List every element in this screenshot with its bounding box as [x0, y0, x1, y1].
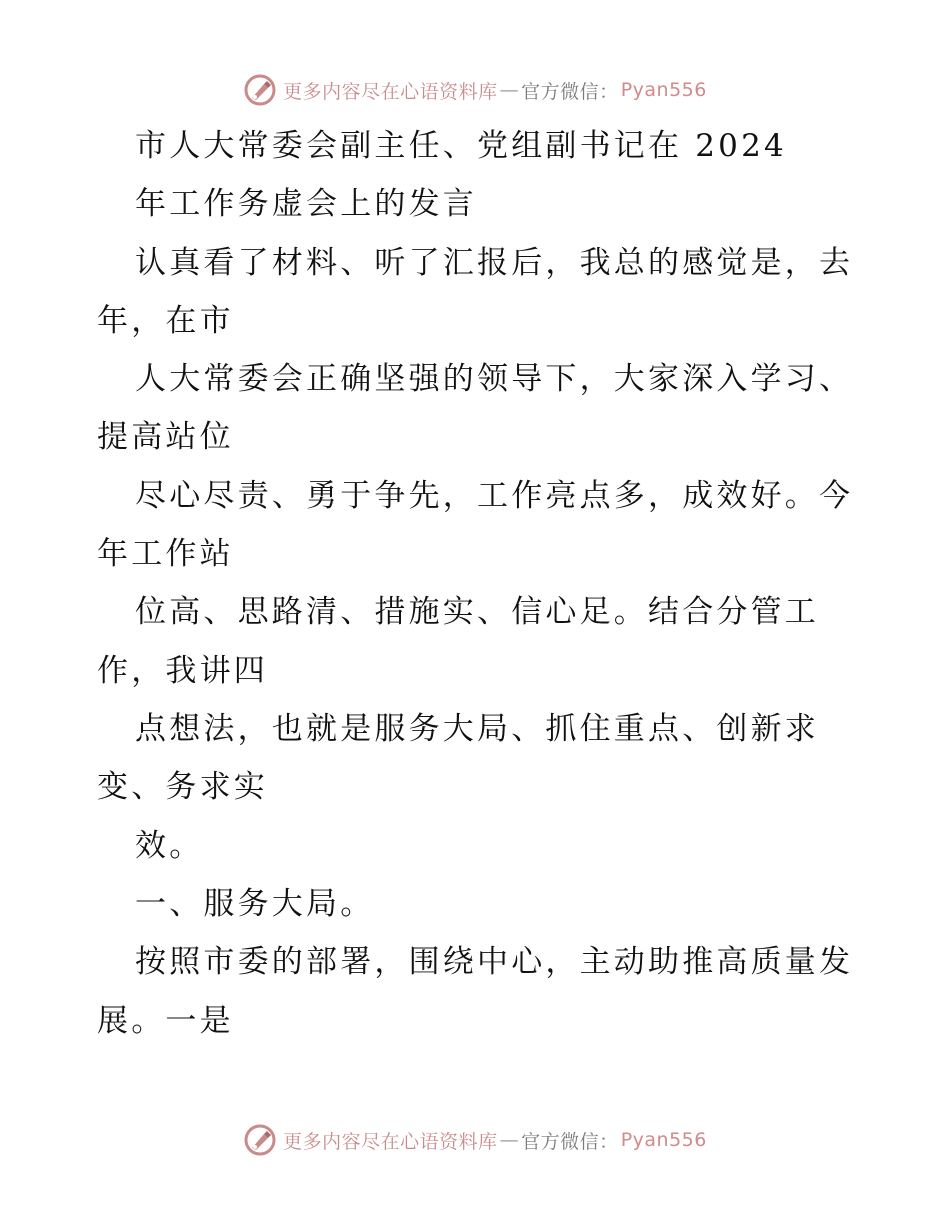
paragraph-line: 展。一是 — [97, 1003, 234, 1039]
pen-logo-icon — [243, 73, 277, 107]
document-title-line-1: 市人大常委会副主任、党组副书记在 2024 — [135, 128, 787, 164]
watermark-wechat-id: Pyan556 — [620, 1129, 707, 1151]
paragraph-line: 作，我讲四 — [97, 653, 268, 689]
document-title-line-2: 年工作务虚会上的发言 — [135, 186, 477, 222]
header-watermark — [0, 70, 950, 110]
paragraph-line: 年，在市 — [97, 303, 234, 339]
watermark-brand: 更多内容尽在心语资料库 — [283, 1130, 498, 1153]
watermark-label: 官方微信： — [521, 80, 619, 103]
watermark-separator: — — [499, 79, 520, 101]
paragraph-line: 年工作站 — [97, 536, 234, 572]
paragraph-line: 提高站位 — [97, 419, 234, 455]
pen-logo-icon — [243, 1123, 277, 1157]
paragraph-line: 尽心尽责、勇于争先，工作亮点多，成效好。今 — [135, 478, 854, 514]
paragraph-line: 认真看了材料、听了汇报后，我总的感觉是，去 — [135, 245, 854, 281]
paragraph-line: 点想法，也就是服务大局、抓住重点、创新求 — [135, 711, 819, 747]
watermark-label: 官方微信： — [521, 1130, 619, 1153]
watermark-separator: — — [499, 1129, 520, 1151]
paragraph-line: 按照市委的部署，围绕中心，主动助推高质量发 — [135, 944, 854, 980]
paragraph-line: 人大常委会正确坚强的领导下，大家深入学习、 — [135, 361, 854, 397]
section-heading: 一、服务大局。 — [135, 886, 375, 922]
watermark-brand: 更多内容尽在心语资料库 — [283, 80, 498, 103]
watermark-wechat-id: Pyan556 — [620, 79, 707, 101]
footer-watermark — [0, 1120, 950, 1160]
paragraph-line: 位高、思路清、措施实、信心足。结合分管工 — [135, 594, 819, 630]
paragraph-line: 变、务求实 — [97, 769, 268, 805]
paragraph-line: 效。 — [135, 828, 204, 864]
